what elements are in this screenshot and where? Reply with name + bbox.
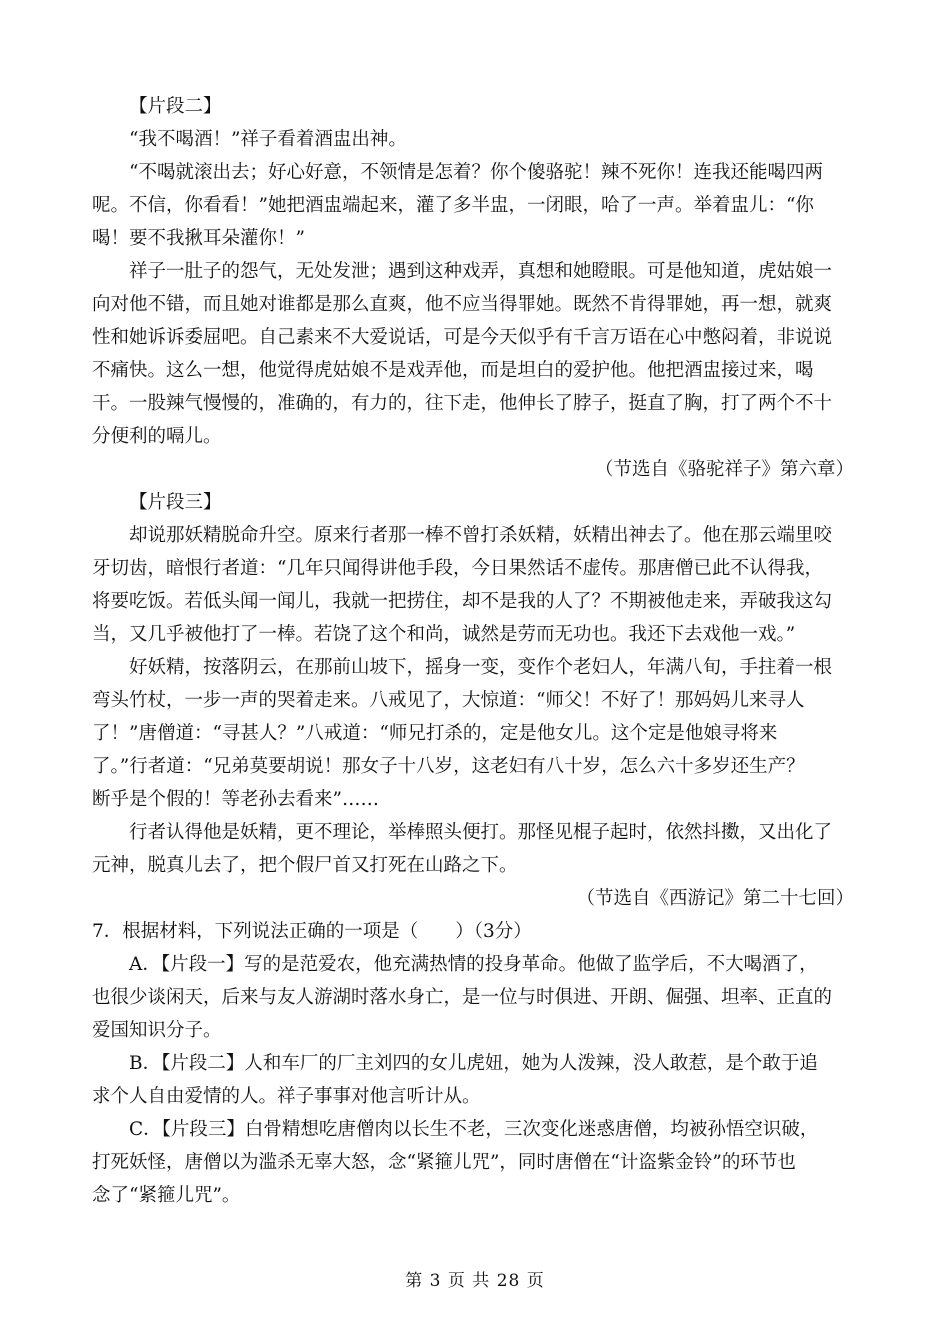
segment3-line-6: 弯头竹杖，一步一声的哭着走来。八戒见了，大惊道：“师父！不好了！那妈妈儿来寻人 (92, 690, 805, 711)
segment3-line-7: 了！”唐僧道：“寻甚人？”八戒道：“师兄打杀的，定是他女儿。这个定是他娘寻将来 (92, 723, 778, 744)
page-footer: 第 3 页 共 28 页 (405, 1271, 545, 1291)
question-7-stem: 7．根据材料，下列说法正确的一项是（ ）（3分） (92, 921, 532, 942)
segment2-line-3: 呢。不信，你看看！”她把酒盅端起来，灌了多半盅，一闭眼，哈了一声。举着盅儿：“你 (92, 195, 814, 216)
segment2-line-7: 性和她诉诉委屈吧。自己素来不大爱说话，可是今天似乎有千言万语在心中憋闷着，非说说 (92, 327, 833, 348)
option-a-line-3: 爱国知识分子。 (92, 1020, 222, 1041)
option-a-line-1: A．【片段一】写的是范爱农，他充满热情的投身革命。他做了监学后，不大喝酒了， (129, 954, 818, 975)
segment2-line-2: “不喝就滚出去；好心好意，不领情是怎着？你个傻骆驼！辣不死你！连我还能喝四两 (129, 162, 823, 183)
segment3-line-8: 了。”行者道：“兄弟莫要胡说！那女子十八岁，这老妇有八十岁，怎么六十多岁还生产？ (92, 756, 805, 777)
segment3-line-1: 却说那妖精脱命升空。原来行者那一棒不曾打杀妖精，妖精出神去了。他在那云端里咬 (129, 525, 833, 546)
segment3-line-10: 行者认得他是妖精，更不理论，举棒照头便打。那怪见棍子起时，依然抖擞，又出化了 (129, 822, 833, 843)
segment3-line-2: 牙切齿，暗恨行者道：“几年只闻得讲他手段，今日果然话不虚传。那唐僧已此不认得我， (92, 558, 823, 579)
option-c-line-1: C．【片段三】白骨精想吃唐僧肉以长生不老，三次变化迷惑唐僧，均被孙悟空识破， (129, 1119, 819, 1140)
segment3-line-5: 好妖精，按落阴云，在那前山坡下，摇身一变，变作个老妇人，年满八旬，手拄着一根 (129, 657, 833, 678)
segment2-line-6: 向对他不错，而且她对谁都是那么直爽，他不应当得罪她。既然不肯得罪她，再一想，就爽 (92, 294, 833, 315)
option-a-line-2: 也很少谈闲天，后来与友人游湖时落水身亡，是一位与时俱进、开朗、倔强、坦率、正直的 (92, 987, 833, 1008)
option-b-line-1: B．【片段二】人和车厂的厂主刘四的女儿虎妞，她为人泼辣，没人敢惹，是个敢于追 (129, 1053, 818, 1074)
option-c-line-3: 念了“紧箍儿咒”。 (92, 1185, 241, 1206)
option-c-line-2: 打死妖怪，唐僧以为滥杀无辜大怒，念“紧箍儿咒”，同时唐僧在“计盗紫金铃”的环节也 (92, 1152, 796, 1173)
segment2-line-8: 不痛快。这么一想，他觉得虎姑娘不是戏弄他，而是坦白的爱护他。他把酒盅接过来，喝 (92, 360, 814, 381)
document-page (92, 90, 858, 1212)
segment2-line-1: “我不喝酒！”祥子看着酒盅出神。 (129, 129, 407, 150)
segment2-line-4: 喝！要不我揪耳朵灌你！” (92, 228, 305, 249)
segment3-label: 【片段三】 (129, 492, 222, 513)
segment3-source: （节选自《西游记》第二十七回） (576, 888, 854, 909)
segment3-line-11: 元神，脱真儿去了，把个假尸首又打死在山路之下。 (92, 855, 518, 876)
segment2-source: （节选自《骆驼祥子》第六章） (594, 459, 854, 480)
segment3-line-3: 将要吃饭。若低头闻一闻儿，我就一把捞住，却不是我的人了？不期被他走来，弄破我这勾 (92, 591, 833, 612)
segment3-line-9: 断乎是个假的！等老孙去看来”…… (92, 789, 379, 810)
segment2-label: 【片段二】 (129, 96, 222, 117)
segment2-line-10: 分便利的嗝儿。 (92, 426, 222, 447)
segment2-line-9: 干。一股辣气慢慢的，准确的，有力的，往下走，他伸长了脖子，挺直了胸，打了两个不十 (92, 393, 833, 414)
segment2-line-5: 祥子一肚子的怨气，无处发泄；遇到这种戏弄，真想和她瞪眼。可是他知道，虎姑娘一 (129, 261, 833, 282)
segment3-line-4: 当，又几乎被他打了一棒。若饶了这个和尚，诚然是劳而无功也。我还下去戏他一戏。” (92, 624, 796, 645)
option-b-line-2: 求个人自由爱情的人。祥子事事对他言听计从。 (92, 1086, 481, 1107)
